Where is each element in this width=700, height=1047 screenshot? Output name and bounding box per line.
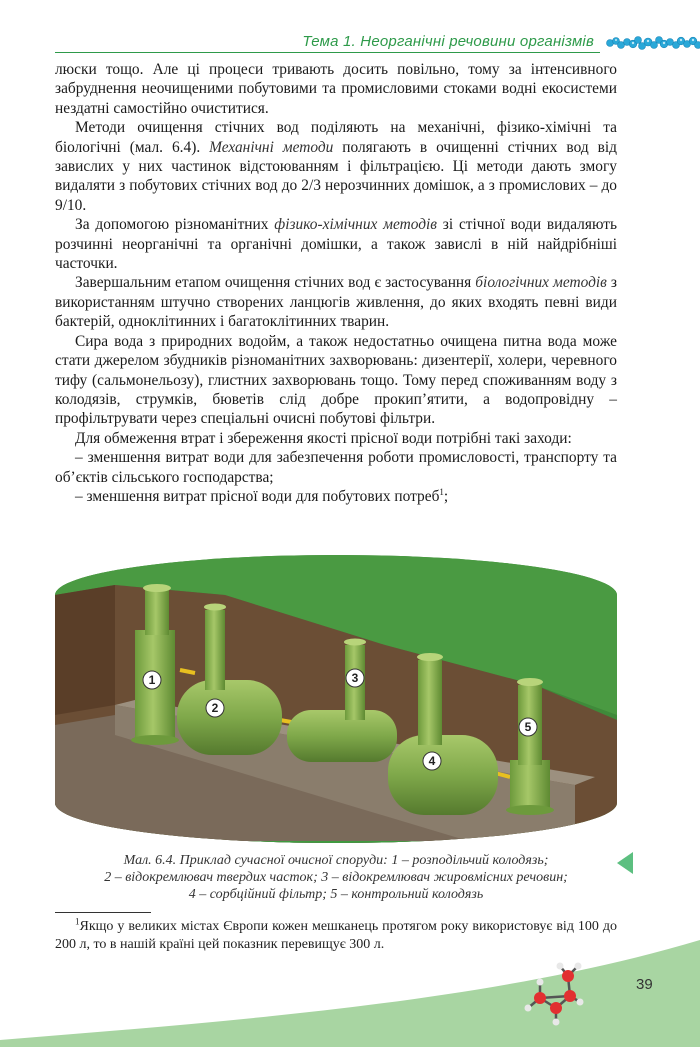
text-run: зі стічної води видаляють розчинні неорганічні та органічні домішки, а також завислі в ній найдрібніші часточки. [55,216,617,273]
footnote-divider [55,912,151,913]
figure-label-4: 4 [428,754,436,768]
text-run: Сира вода з природних водойм, а також недостатньо очищена питна вода може стати джерелом збудників різноманітних захворювань: дизентерії, холери, черевного тифу (сальмонельозу), глистних захворювань тощо. Тому перед споживанням воду з колодязів, струмків, бюветів слід добре прокип’ятити, а водопровідну – профільтрувати через спеціальні очисні побутові фільтри. [55,332,617,428]
paragraph [55,273,617,331]
running-header [55,32,600,53]
paragraph [55,448,617,487]
water-treatment-illustration [55,555,617,843]
text-run: – зменшення витрат прісної води для побутових потреб [75,487,440,505]
bottom-wave-decoration [0,940,700,1047]
text-run: – зменшення витрат води для забезпечення роботи промисловості, транспорту та об’єктів сільського господарства; [55,449,617,486]
text-run: ; [443,487,449,505]
paragraph [55,118,617,215]
footnote-reference: 1 [439,486,444,497]
paragraph [55,60,617,118]
beads-decoration-icon [606,34,700,52]
figure-water-treatment-plant [55,555,617,843]
text-run: Завершальним етапом очищення стічних вод є застосування [75,274,476,292]
emphasized-term: фізико-хімічних методів [274,216,437,234]
molecule-model-icon [518,958,594,1030]
figure-label-2: 2 [211,701,219,715]
paragraph [55,215,617,273]
emphasized-term: Механічні методи [209,138,334,156]
emphasized-term: біологічних методів [475,274,607,292]
paragraph [55,332,617,429]
text-run: Для обмеження втрат і збереження якості прісної води потрібні такі заходи: [75,429,572,447]
chapter-title: Тема 1. Неорганічні речовини організмів [302,33,594,50]
footnote-marker: 1 [75,916,80,927]
figure-label-3: 3 [351,671,359,685]
figure-label-5: 5 [524,720,532,734]
paragraph [55,487,617,506]
caption-line: 2 – відокремлювач твердих часток; 3 – відокремлювач жировмісних речовин; [104,870,568,885]
text-run: з використанням штучно створених ланцюгів живлення, до яких входять певні види бактерій, одноклітинних і багатоклітинних тварин. [55,274,617,331]
caption-line: Мал. 6.4. Приклад сучасної очисної споруди: 1 – розподільчий колодязь; [123,853,549,868]
caption-line: 4 – сорбційний фільтр; 5 – контрольний колодязь [188,887,484,902]
body-text [55,60,617,506]
triangle-marker-icon [617,852,633,874]
figure-caption [55,852,617,903]
text-run: люски тощо. Але ці процеси тривають досить повільно, тому за інтенсивного забруднення неочищеними побутовими та промисловими стоками водні екосистеми нездатні самостійно очиститися. [55,61,617,117]
figure-label-1: 1 [148,673,156,687]
text-run: За допомогою різноманітних [75,216,275,234]
footnote-text: Якщо у великих містах Європи кожен мешканець протягом року використовує від 100 до 200 л, то в нашій країні цей показник перевищує 300 л. [55,919,617,952]
text-run: полягають в очищенні стічних вод від завислих у них частинок відстоюванням і фільтрацією. Ці методи дають змогу видаляти з побутових стічних вод до 2/3 нерозчинних домішок, а з промислових – до 9/10. [55,138,617,214]
page-number: 39 [636,976,653,993]
text-run: Методи очищення стічних вод поділяють на механічні, фізико-хімічні та біологічні (мал. 6.4). [55,119,617,156]
paragraph [55,429,617,448]
